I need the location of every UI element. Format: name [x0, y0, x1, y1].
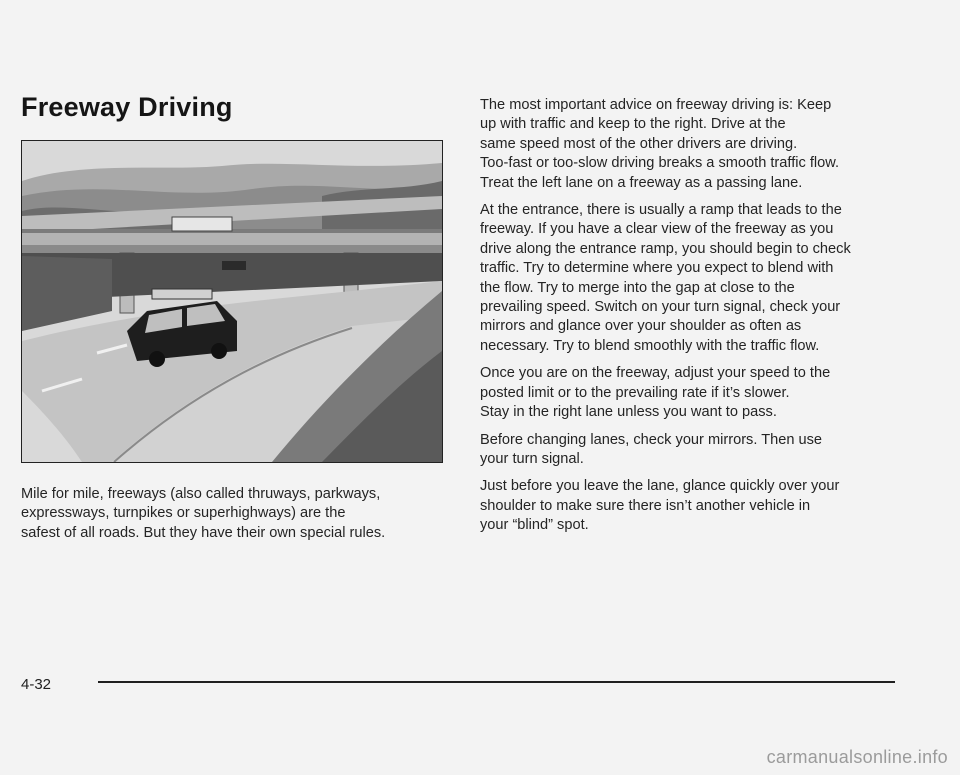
paragraph: The most important advice on freeway driving is: Keep up with traffic and keep to the right. Drive at the same speed most of the other drivers are driving. Too-fast or too-slow driving breaks a smooth traffic flow. Treat the left lane on a freeway as a passing lane.	[480, 97, 840, 191]
paragraph: Once you are on the freeway, adjust your speed to the posted limit or to the prevailing rate if it’s slower. Stay in the right lane unless you want to pass.	[480, 365, 831, 421]
right-column-text	[480, 96, 920, 544]
freeway-illustration	[21, 140, 443, 463]
page-number: 4-32	[21, 676, 52, 693]
left-column-text	[21, 485, 451, 551]
paragraph: Mile for mile, freeways (also called thruways, parkways, expressways, turnpikes or superhighways) are the safest of all roads. But they have their own special rules.	[21, 486, 386, 541]
watermark-text: carmanualsonline.info	[766, 747, 948, 767]
freeway-scene-icon	[22, 141, 442, 462]
page-title: Freeway Driving	[21, 92, 233, 122]
paragraph: Before changing lanes, check your mirrors. Then use your turn signal.	[480, 431, 823, 467]
paragraph: Just before you leave the lane, glance quickly over your shoulder to make sure there isn’t another vehicle in your “blind” spot.	[480, 478, 840, 534]
paragraph: At the entrance, there is usually a ramp that leads to the freeway. If you have a clear view of the freeway as you drive along the entrance ramp, you should begin to check traffic. Try to determine where you expect to blend with the flow. Try to merge into the gap at close to the prevailing speed. Switch on your turn signal, check your mirrors and glance over your shoulder as often as necessary. Try to blend smoothly with the traffic flow.	[480, 202, 851, 354]
footer-rule	[98, 681, 895, 683]
